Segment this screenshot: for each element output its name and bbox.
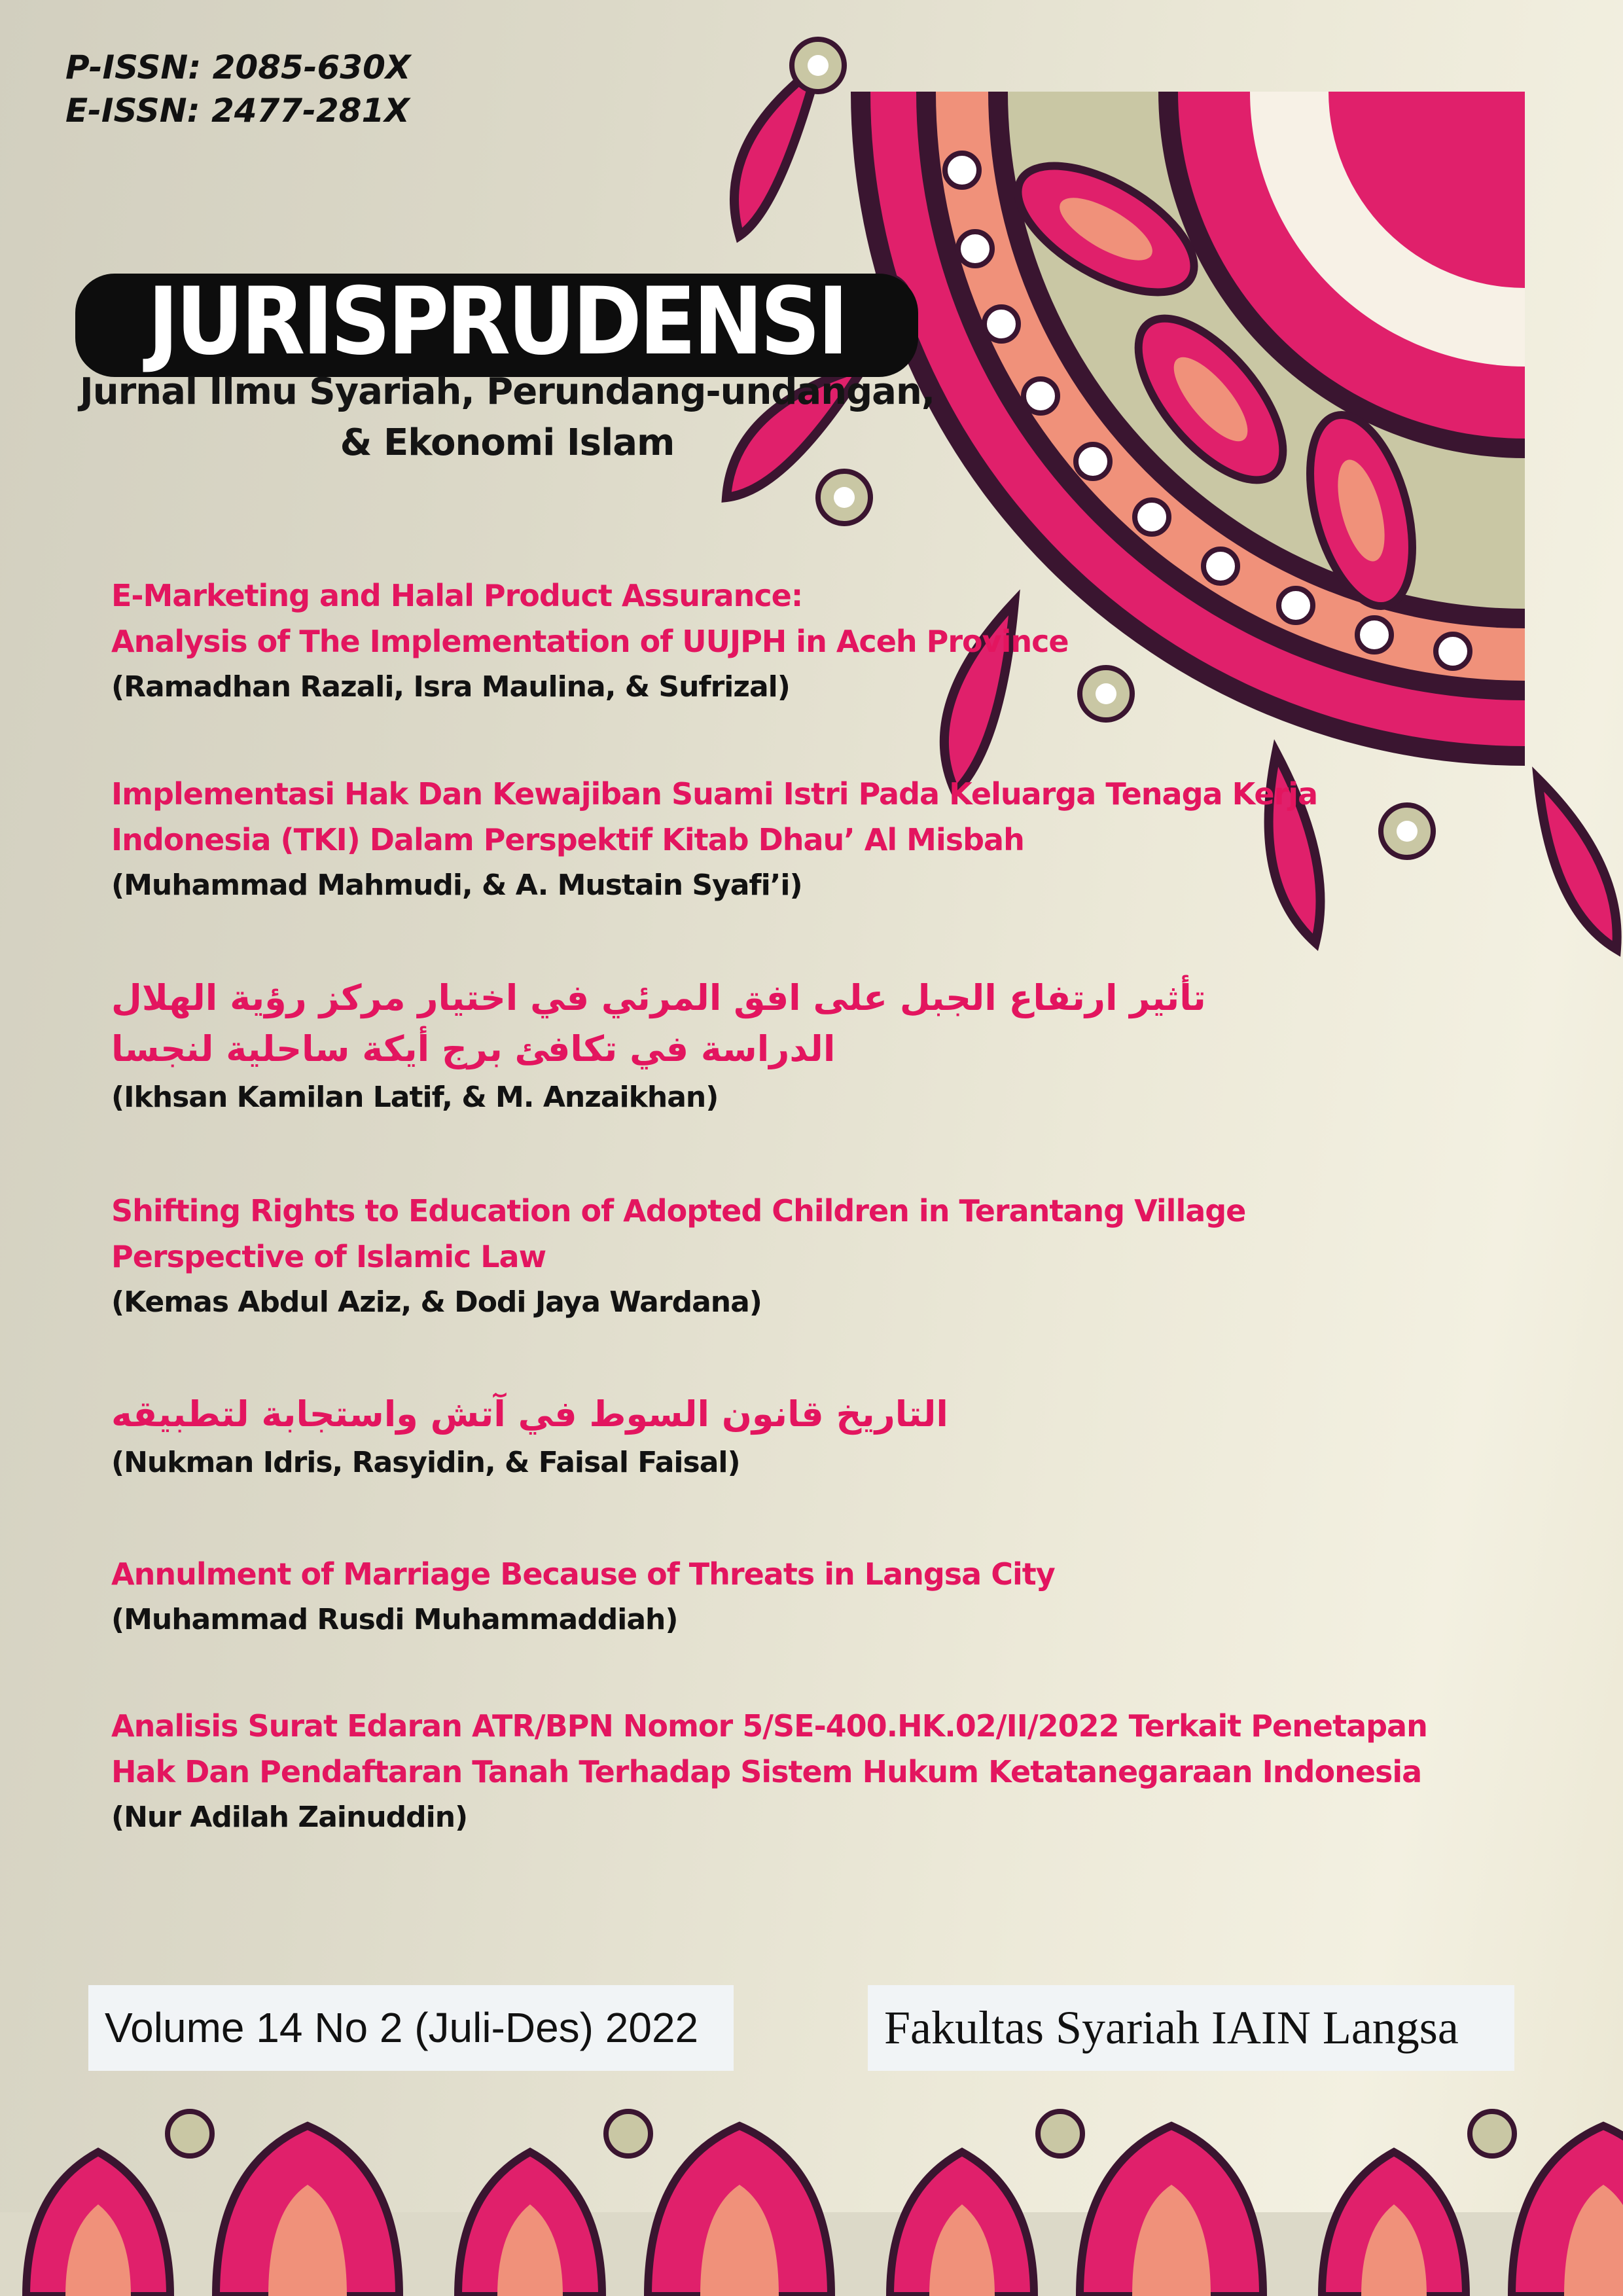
article-title-line: Analysis of The Implementation of UUJPH in Aceh Province	[111, 624, 1069, 659]
issn-block	[65, 46, 410, 132]
journal-subtitle	[62, 367, 952, 469]
article-title-line: Shifting Rights to Education of Adopted Children in Terantang Village	[111, 1193, 1246, 1229]
article-entry	[111, 1551, 1055, 1643]
volume-box	[88, 1985, 734, 2071]
article-entry	[111, 1389, 948, 1486]
journal-subtitle-line-2: & Ekonomi Islam	[340, 422, 675, 464]
article-authors: (Muhammad Mahmudi, & A. Mustain Syafi’i)	[111, 869, 802, 902]
electronic-issn: E-ISSN: 2477-281X	[65, 92, 410, 130]
faculty-box	[868, 1985, 1514, 2071]
journal-subtitle-line-1: Jurnal Ilmu Syariah, Perundang-undangan,	[79, 370, 935, 413]
article-title-line: E-Marketing and Halal Product Assurance:	[111, 578, 803, 613]
article-title-line: Annulment of Marriage Because of Threats in Langsa City	[111, 1556, 1055, 1592]
ornament-border-bottom	[0, 2111, 1623, 2296]
article-title-line: Indonesia (TKI) Dalam Perspektif Kitab Dhau’ Al Misbah	[111, 822, 1024, 857]
article-entry	[111, 573, 1069, 710]
article-entry	[111, 1188, 1245, 1325]
article-title-line-arabic: الدراسة في تكافئ برج أيكة ساحلية لنجسا	[111, 1028, 836, 1069]
faculty-label: Fakultas Syariah IAIN Langsa	[884, 2001, 1459, 2054]
article-authors: (Muhammad Rusdi Muhammaddiah)	[111, 1603, 678, 1636]
article-authors: (Nur Adilah Zainuddin)	[111, 1801, 468, 1834]
volume-label: Volume 14 No 2 (Juli-Des) 2022	[105, 2004, 699, 2051]
article-entry	[111, 1703, 1427, 1840]
article-title-line: Analisis Surat Edaran ATR/BPN Nomor 5/SE-400.HK.02/II/2022 Terkait Penetapan	[111, 1708, 1427, 1744]
article-title-line: Perspective of Islamic Law	[111, 1239, 546, 1274]
article-title-line: Implementasi Hak Dan Kewajiban Suami Istri Pada Keluarga Tenaga Kerja	[111, 776, 1318, 812]
article-title-line-arabic: التاريخ قانون السوط في آتش واستجابة لتطبيقه	[111, 1393, 948, 1435]
article-authors: (Ikhsan Kamilan Latif, & M. Anzaikhan)	[111, 1081, 719, 1114]
journal-title: JURISPRUDENSI	[147, 268, 846, 376]
article-authors: (Kemas Abdul Aziz, & Dodi Jaya Wardana)	[111, 1285, 762, 1319]
article-title-line: Hak Dan Pendaftaran Tanah Terhadap Sistem Hukum Ketatanegaraan Indonesia	[111, 1754, 1422, 1789]
article-authors: (Ramadhan Razali, Isra Maulina, & Sufrizal)	[111, 670, 790, 704]
article-entry	[111, 973, 1206, 1121]
article-entry	[111, 771, 1317, 908]
print-issn: P-ISSN: 2085-630X	[65, 48, 411, 86]
article-title-line-arabic: تأثير ارتفاع الجبل على افق المرئي في اختيار مركز رؤية الهلال	[111, 977, 1206, 1018]
article-authors: (Nukman Idris, Rasyidin, & Faisal Faisal)	[111, 1446, 740, 1479]
